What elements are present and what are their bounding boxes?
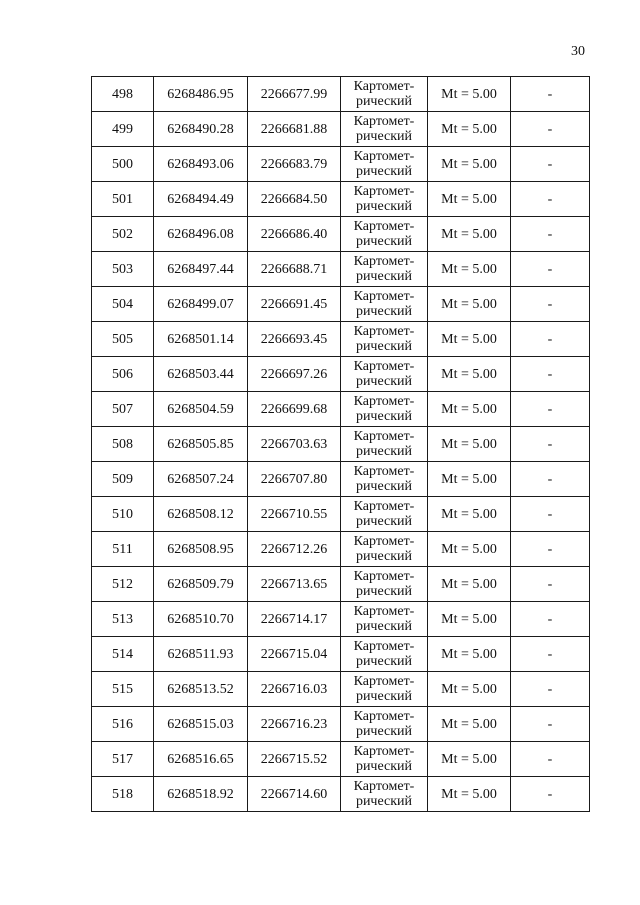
point-number-cell: 499	[92, 112, 154, 147]
y-coordinate-cell: 2266716.03	[248, 672, 341, 707]
x-coordinate-cell: 6268504.59	[154, 392, 248, 427]
y-coordinate-cell: 2266686.40	[248, 217, 341, 252]
method-cell	[341, 742, 428, 777]
x-coordinate-cell: 6268497.44	[154, 252, 248, 287]
method-cell	[341, 182, 428, 217]
point-number-cell: 501	[92, 182, 154, 217]
method-text-line-2: рический	[355, 269, 413, 284]
table-row	[92, 707, 590, 742]
method-text-line-1: Картомет-	[353, 464, 415, 479]
table-row	[92, 357, 590, 392]
y-coordinate-cell: 2266715.52	[248, 742, 341, 777]
method-text-line-2: рический	[355, 339, 413, 354]
method-text-line-2: рический	[355, 759, 413, 774]
method-cell	[341, 532, 428, 567]
note-cell: -	[511, 567, 590, 602]
accuracy-cell: Mt = 5.00	[428, 602, 511, 637]
method-text-line-2: рический	[355, 234, 413, 249]
method-text-line-1: Картомет-	[353, 219, 415, 234]
accuracy-cell: Mt = 5.00	[428, 182, 511, 217]
x-coordinate-cell: 6268490.28	[154, 112, 248, 147]
method-cell	[341, 77, 428, 112]
x-coordinate-cell: 6268508.95	[154, 532, 248, 567]
method-text-line-1: Картомет-	[353, 674, 415, 689]
x-coordinate-cell: 6268513.52	[154, 672, 248, 707]
point-number-cell: 512	[92, 567, 154, 602]
method-text-line-1: Картомет-	[353, 429, 415, 444]
table-row	[92, 462, 590, 497]
y-coordinate-cell: 2266715.04	[248, 637, 341, 672]
method-cell	[341, 497, 428, 532]
x-coordinate-cell: 6268494.49	[154, 182, 248, 217]
accuracy-cell: Mt = 5.00	[428, 672, 511, 707]
method-text-line-2: рический	[355, 584, 413, 599]
x-coordinate-cell: 6268505.85	[154, 427, 248, 462]
method-text-line-2: рический	[355, 444, 413, 459]
note-cell: -	[511, 357, 590, 392]
method-text-line-2: рический	[355, 304, 413, 319]
y-coordinate-cell: 2266712.26	[248, 532, 341, 567]
point-number-cell: 513	[92, 602, 154, 637]
method-text-line-2: рический	[355, 514, 413, 529]
accuracy-cell: Mt = 5.00	[428, 147, 511, 182]
method-text-line-1: Картомет-	[353, 394, 415, 409]
accuracy-cell: Mt = 5.00	[428, 112, 511, 147]
method-text-line-1: Картомет-	[353, 79, 415, 94]
method-text-line-1: Картомет-	[353, 324, 415, 339]
method-cell	[341, 707, 428, 742]
accuracy-cell: Mt = 5.00	[428, 742, 511, 777]
point-number-cell: 510	[92, 497, 154, 532]
method-text-line-2: рический	[355, 549, 413, 564]
method-text-line-1: Картомет-	[353, 359, 415, 374]
note-cell: -	[511, 777, 590, 812]
point-number-cell: 518	[92, 777, 154, 812]
accuracy-cell: Mt = 5.00	[428, 707, 511, 742]
y-coordinate-cell: 2266714.60	[248, 777, 341, 812]
table-row	[92, 777, 590, 812]
method-cell	[341, 602, 428, 637]
note-cell: -	[511, 322, 590, 357]
accuracy-cell: Mt = 5.00	[428, 392, 511, 427]
y-coordinate-cell: 2266691.45	[248, 287, 341, 322]
note-cell: -	[511, 707, 590, 742]
note-cell: -	[511, 637, 590, 672]
method-text-line-2: рический	[355, 94, 413, 109]
method-cell	[341, 147, 428, 182]
x-coordinate-cell: 6268516.65	[154, 742, 248, 777]
method-text-line-1: Картомет-	[353, 149, 415, 164]
table-row	[92, 182, 590, 217]
method-cell	[341, 777, 428, 812]
method-cell	[341, 462, 428, 497]
table-row	[92, 567, 590, 602]
note-cell: -	[511, 112, 590, 147]
point-number-cell: 506	[92, 357, 154, 392]
method-cell	[341, 672, 428, 707]
table-row	[92, 77, 590, 112]
point-number-cell: 516	[92, 707, 154, 742]
method-text-line-1: Картомет-	[353, 709, 415, 724]
method-cell	[341, 287, 428, 322]
point-number-cell: 505	[92, 322, 154, 357]
x-coordinate-cell: 6268503.44	[154, 357, 248, 392]
x-coordinate-cell: 6268518.92	[154, 777, 248, 812]
method-text-line-1: Картомет-	[353, 569, 415, 584]
point-number-cell: 508	[92, 427, 154, 462]
table-row	[92, 637, 590, 672]
method-text-line-1: Картомет-	[353, 534, 415, 549]
y-coordinate-cell: 2266688.71	[248, 252, 341, 287]
x-coordinate-cell: 6268507.24	[154, 462, 248, 497]
y-coordinate-cell: 2266699.68	[248, 392, 341, 427]
coordinates-table-body	[92, 77, 590, 812]
method-text-line-2: рический	[355, 794, 413, 809]
point-number-cell: 507	[92, 392, 154, 427]
table-row	[92, 287, 590, 322]
accuracy-cell: Mt = 5.00	[428, 567, 511, 602]
x-coordinate-cell: 6268496.08	[154, 217, 248, 252]
y-coordinate-cell: 2266703.63	[248, 427, 341, 462]
point-number-cell: 517	[92, 742, 154, 777]
note-cell: -	[511, 497, 590, 532]
y-coordinate-cell: 2266714.17	[248, 602, 341, 637]
table-row	[92, 217, 590, 252]
y-coordinate-cell: 2266681.88	[248, 112, 341, 147]
point-number-cell: 514	[92, 637, 154, 672]
note-cell: -	[511, 462, 590, 497]
page-number: 30	[571, 44, 585, 59]
accuracy-cell: Mt = 5.00	[428, 777, 511, 812]
method-text-line-2: рический	[355, 479, 413, 494]
method-text-line-2: рический	[355, 689, 413, 704]
accuracy-cell: Mt = 5.00	[428, 637, 511, 672]
point-number-cell: 498	[92, 77, 154, 112]
method-text-line-1: Картомет-	[353, 779, 415, 794]
method-cell	[341, 112, 428, 147]
note-cell: -	[511, 427, 590, 462]
method-text-line-2: рический	[355, 164, 413, 179]
accuracy-cell: Mt = 5.00	[428, 77, 511, 112]
table-row	[92, 742, 590, 777]
x-coordinate-cell: 6268493.06	[154, 147, 248, 182]
accuracy-cell: Mt = 5.00	[428, 287, 511, 322]
note-cell: -	[511, 392, 590, 427]
method-text-line-2: рический	[355, 409, 413, 424]
table-row	[92, 497, 590, 532]
point-number-cell: 503	[92, 252, 154, 287]
y-coordinate-cell: 2266697.26	[248, 357, 341, 392]
method-text-line-1: Картомет-	[353, 114, 415, 129]
y-coordinate-cell: 2266716.23	[248, 707, 341, 742]
accuracy-cell: Mt = 5.00	[428, 427, 511, 462]
method-cell	[341, 217, 428, 252]
method-text-line-1: Картомет-	[353, 254, 415, 269]
note-cell: -	[511, 182, 590, 217]
table-row	[92, 427, 590, 462]
accuracy-cell: Mt = 5.00	[428, 462, 511, 497]
method-cell	[341, 252, 428, 287]
method-text-line-1: Картомет-	[353, 289, 415, 304]
method-cell	[341, 322, 428, 357]
accuracy-cell: Mt = 5.00	[428, 532, 511, 567]
note-cell: -	[511, 602, 590, 637]
method-cell	[341, 392, 428, 427]
method-text-line-2: рический	[355, 374, 413, 389]
note-cell: -	[511, 77, 590, 112]
table-row	[92, 392, 590, 427]
point-number-cell: 515	[92, 672, 154, 707]
method-text-line-2: рический	[355, 199, 413, 214]
x-coordinate-cell: 6268510.70	[154, 602, 248, 637]
table-row	[92, 252, 590, 287]
method-text-line-1: Картомет-	[353, 744, 415, 759]
coordinates-table	[91, 76, 590, 812]
y-coordinate-cell: 2266683.79	[248, 147, 341, 182]
point-number-cell: 511	[92, 532, 154, 567]
method-cell	[341, 637, 428, 672]
x-coordinate-cell: 6268509.79	[154, 567, 248, 602]
point-number-cell: 509	[92, 462, 154, 497]
method-text-line-1: Картомет-	[353, 604, 415, 619]
table-row	[92, 147, 590, 182]
accuracy-cell: Mt = 5.00	[428, 357, 511, 392]
y-coordinate-cell: 2266693.45	[248, 322, 341, 357]
note-cell: -	[511, 532, 590, 567]
note-cell: -	[511, 287, 590, 322]
x-coordinate-cell: 6268508.12	[154, 497, 248, 532]
point-number-cell: 504	[92, 287, 154, 322]
table-row	[92, 532, 590, 567]
table-row	[92, 672, 590, 707]
method-cell	[341, 427, 428, 462]
y-coordinate-cell: 2266677.99	[248, 77, 341, 112]
note-cell: -	[511, 217, 590, 252]
note-cell: -	[511, 742, 590, 777]
note-cell: -	[511, 252, 590, 287]
method-text-line-2: рический	[355, 724, 413, 739]
x-coordinate-cell: 6268499.07	[154, 287, 248, 322]
accuracy-cell: Mt = 5.00	[428, 322, 511, 357]
method-text-line-2: рический	[355, 129, 413, 144]
accuracy-cell: Mt = 5.00	[428, 217, 511, 252]
method-text-line-1: Картомет-	[353, 184, 415, 199]
method-cell	[341, 567, 428, 602]
method-text-line-1: Картомет-	[353, 639, 415, 654]
x-coordinate-cell: 6268501.14	[154, 322, 248, 357]
y-coordinate-cell: 2266710.55	[248, 497, 341, 532]
x-coordinate-cell: 6268486.95	[154, 77, 248, 112]
note-cell: -	[511, 672, 590, 707]
method-cell	[341, 357, 428, 392]
x-coordinate-cell: 6268511.93	[154, 637, 248, 672]
point-number-cell: 500	[92, 147, 154, 182]
point-number-cell: 502	[92, 217, 154, 252]
table-row	[92, 602, 590, 637]
method-text-line-2: рический	[355, 654, 413, 669]
accuracy-cell: Mt = 5.00	[428, 252, 511, 287]
y-coordinate-cell: 2266684.50	[248, 182, 341, 217]
method-text-line-2: рический	[355, 619, 413, 634]
table-row	[92, 322, 590, 357]
table-row	[92, 112, 590, 147]
method-text-line-1: Картомет-	[353, 499, 415, 514]
accuracy-cell: Mt = 5.00	[428, 497, 511, 532]
y-coordinate-cell: 2266707.80	[248, 462, 341, 497]
note-cell: -	[511, 147, 590, 182]
y-coordinate-cell: 2266713.65	[248, 567, 341, 602]
x-coordinate-cell: 6268515.03	[154, 707, 248, 742]
